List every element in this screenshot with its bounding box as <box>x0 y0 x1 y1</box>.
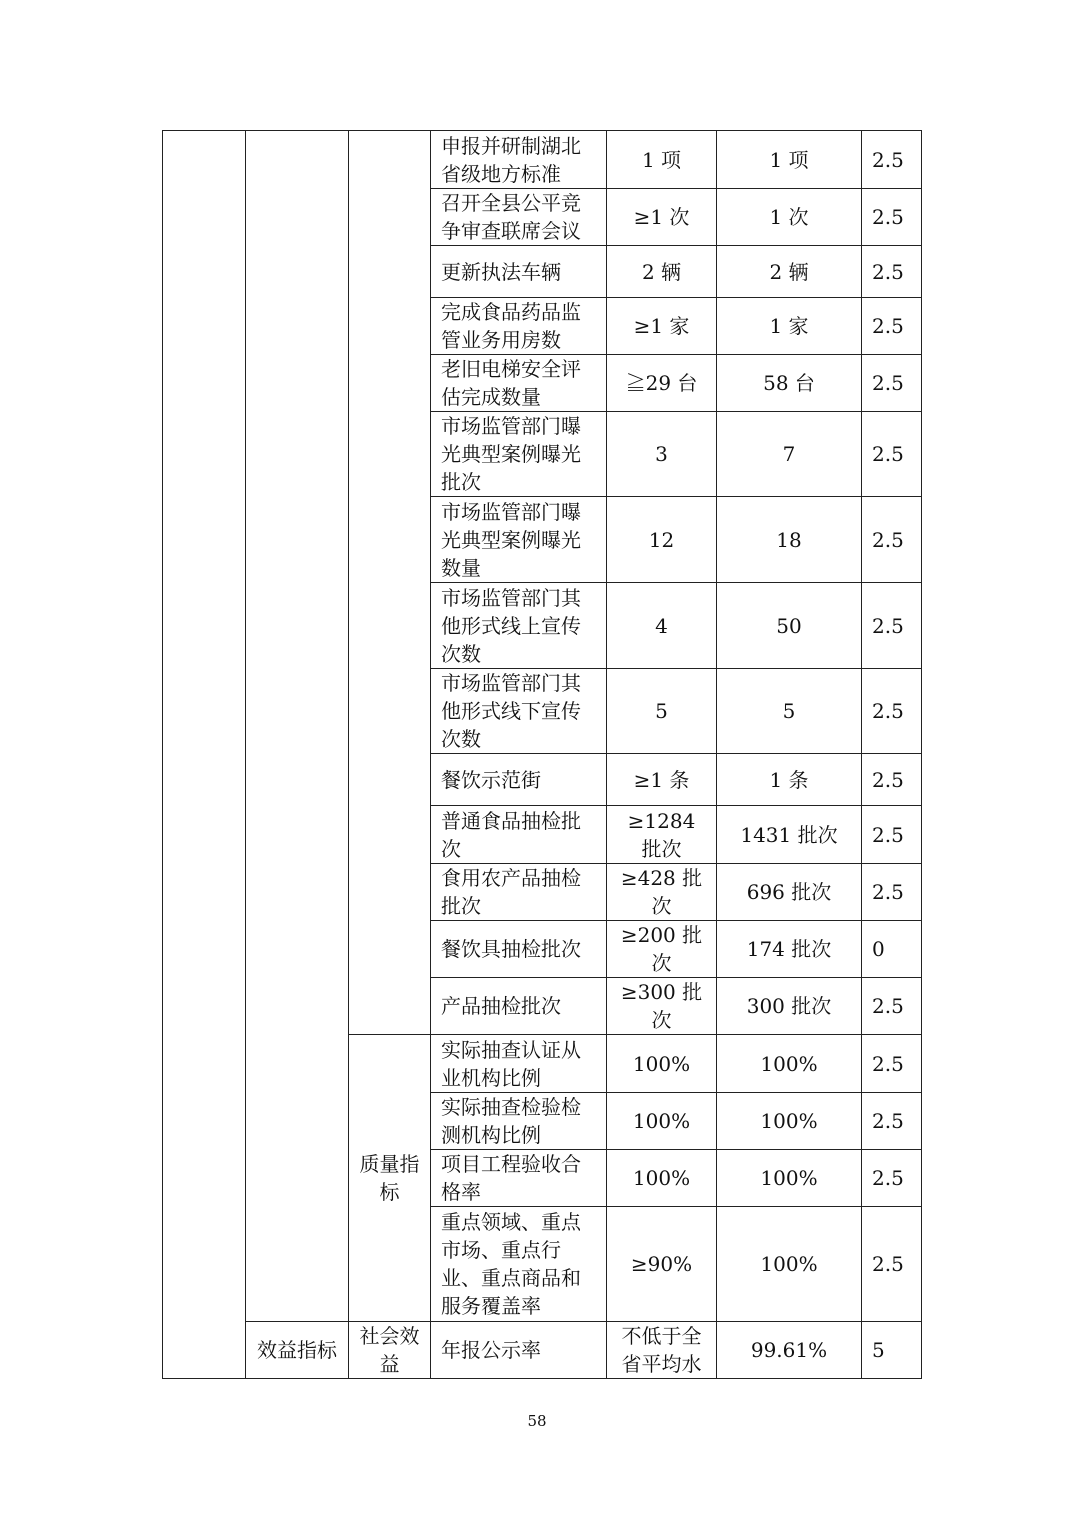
indicator-name: 实际抽查认证从业机构比例 <box>431 1035 607 1093</box>
indicator-name: 餐饮示范街 <box>431 754 607 806</box>
target-value: 1 项 <box>607 131 717 189</box>
target-value: ≥1284 批次 <box>607 806 717 864</box>
actual-value: 99.61% <box>717 1322 862 1379</box>
target-value: ≥1 次 <box>607 189 717 246</box>
performance-indicator-table <box>162 130 922 1379</box>
target-value: 5 <box>607 669 717 754</box>
indicator-name: 完成食品药品监管业务用房数 <box>431 298 607 355</box>
target-value: 100% <box>607 1035 717 1093</box>
indicator-name: 市场监管部门曝光典型案例曝光数量 <box>431 497 607 583</box>
actual-value: 100% <box>717 1207 862 1322</box>
target-value: ≥1 条 <box>607 754 717 806</box>
actual-value: 1 家 <box>717 298 862 355</box>
level1-cell <box>163 131 246 1379</box>
page-number: 58 <box>527 1412 547 1430</box>
actual-value: 5 <box>717 669 862 754</box>
benefit-indicator-label: 效益指标 <box>246 1322 349 1379</box>
actual-value: 100% <box>717 1150 862 1207</box>
target-value: 不低于全省平均水 <box>607 1322 717 1379</box>
quantity-category-cell <box>349 131 431 1035</box>
score-value: 2.5 <box>862 583 922 669</box>
indicator-name: 老旧电梯安全评估完成数量 <box>431 355 607 412</box>
indicator-name: 市场监管部门其他形式线下宣传次数 <box>431 669 607 754</box>
actual-value: 1 条 <box>717 754 862 806</box>
social-benefit-label: 社会效益 <box>349 1322 431 1379</box>
score-value: 2.5 <box>862 246 922 298</box>
score-value: 2.5 <box>862 754 922 806</box>
indicator-name: 重点领域、重点市场、重点行业、重点商品和服务覆盖率 <box>431 1207 607 1322</box>
score-value: 2.5 <box>862 978 922 1035</box>
score-value: 2.5 <box>862 497 922 583</box>
target-value: ≥200 批次 <box>607 921 717 978</box>
indicator-name: 市场监管部门曝光典型案例曝光批次 <box>431 412 607 497</box>
target-value: 2 辆 <box>607 246 717 298</box>
actual-value: 300 批次 <box>717 978 862 1035</box>
target-value: 4 <box>607 583 717 669</box>
target-value: ≥300 批次 <box>607 978 717 1035</box>
actual-value: 696 批次 <box>717 864 862 921</box>
indicator-name: 餐饮具抽检批次 <box>431 921 607 978</box>
score-value: 0 <box>862 921 922 978</box>
target-value: 3 <box>607 412 717 497</box>
table-row <box>163 131 922 189</box>
score-value: 2.5 <box>862 189 922 246</box>
actual-value: 50 <box>717 583 862 669</box>
indicator-name: 召开全县公平竞争审查联席会议 <box>431 189 607 246</box>
actual-value: 58 台 <box>717 355 862 412</box>
score-value: 2.5 <box>862 864 922 921</box>
score-value: 2.5 <box>862 1150 922 1207</box>
score-value: 2.5 <box>862 1035 922 1093</box>
actual-value: 18 <box>717 497 862 583</box>
indicator-name: 产品抽检批次 <box>431 978 607 1035</box>
indicator-name: 申报并研制湖北省级地方标准 <box>431 131 607 189</box>
actual-value: 1 次 <box>717 189 862 246</box>
target-value: 100% <box>607 1150 717 1207</box>
indicator-name: 更新执法车辆 <box>431 246 607 298</box>
actual-value: 100% <box>717 1093 862 1150</box>
actual-value: 100% <box>717 1035 862 1093</box>
indicator-name: 项目工程验收合格率 <box>431 1150 607 1207</box>
actual-value: 1431 批次 <box>717 806 862 864</box>
score-value: 2.5 <box>862 412 922 497</box>
score-value: 2.5 <box>862 355 922 412</box>
target-value: 12 <box>607 497 717 583</box>
target-value: ≥90% <box>607 1207 717 1322</box>
target-value: ≥428 批次 <box>607 864 717 921</box>
actual-value: 7 <box>717 412 862 497</box>
target-value: 100% <box>607 1093 717 1150</box>
indicator-name: 实际抽查检验检测机构比例 <box>431 1093 607 1150</box>
score-value: 2.5 <box>862 1093 922 1150</box>
indicator-name: 年报公示率 <box>431 1322 607 1379</box>
actual-value: 1 项 <box>717 131 862 189</box>
indicator-name: 普通食品抽检批次 <box>431 806 607 864</box>
score-value: 2.5 <box>862 806 922 864</box>
indicator-name: 食用农产品抽检批次 <box>431 864 607 921</box>
score-value: 2.5 <box>862 1207 922 1322</box>
indicator-name: 市场监管部门其他形式线上宣传次数 <box>431 583 607 669</box>
actual-value: 174 批次 <box>717 921 862 978</box>
table-row <box>163 1322 922 1379</box>
target-value: ≧29 台 <box>607 355 717 412</box>
score-value: 2.5 <box>862 669 922 754</box>
score-value: 5 <box>862 1322 922 1379</box>
quality-indicator-label: 质量指标 <box>349 1035 431 1322</box>
score-value: 2.5 <box>862 131 922 189</box>
score-value: 2.5 <box>862 298 922 355</box>
actual-value: 2 辆 <box>717 246 862 298</box>
target-value: ≥1 家 <box>607 298 717 355</box>
level2-cell <box>246 131 349 1322</box>
